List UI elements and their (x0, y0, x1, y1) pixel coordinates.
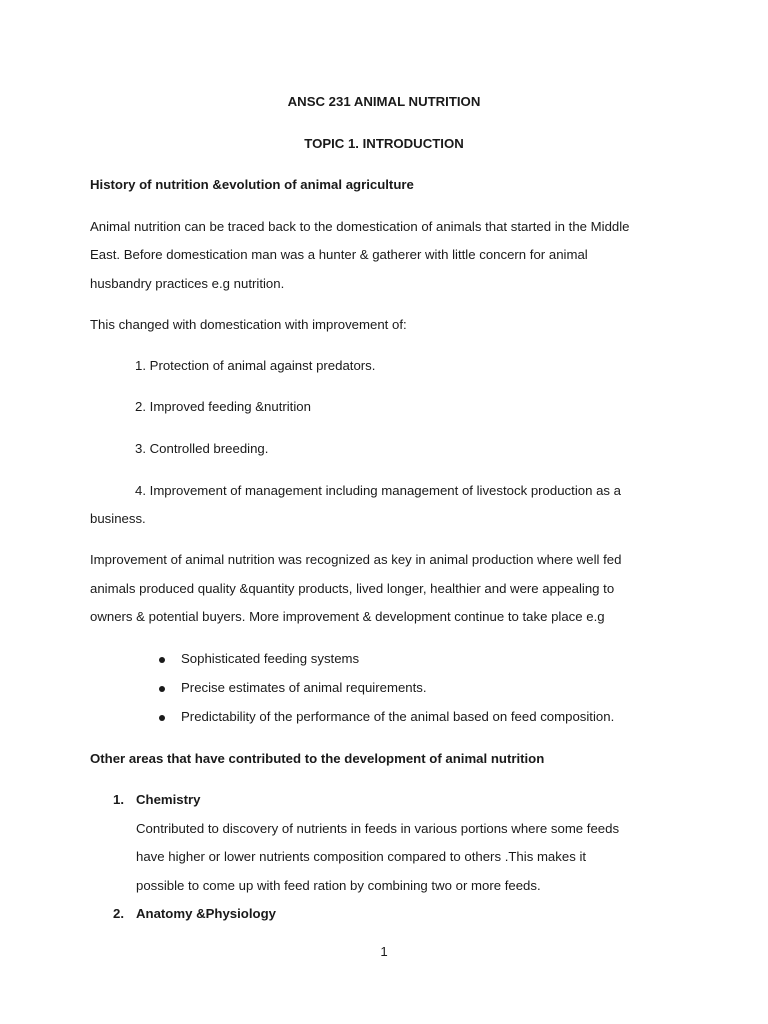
topic-heading: TOPIC 1. INTRODUCTION (304, 136, 464, 151)
bullet-icon (159, 686, 165, 692)
bullet-item: Sophisticated feeding systems (181, 651, 360, 666)
area-number: 2. (113, 906, 124, 921)
paragraph-line: This changed with domestication with improvement of: (90, 317, 407, 332)
paragraph-line: owners & potential buyers. More improvement & development continue to take place e.g (90, 609, 605, 624)
area-title-chemistry: Chemistry (136, 792, 201, 807)
paragraph-line: animals produced quality &quantity products, lived longer, healthier and were appealing to (90, 581, 615, 596)
paragraph-line: Animal nutrition can be traced back to the domestication of animals that started in the Middle (90, 219, 630, 234)
paragraph-line: Improvement of animal nutrition was recognized as key in animal production where well fed (90, 552, 622, 567)
numbered-item: 2. Improved feeding &nutrition (135, 399, 311, 414)
area-text-line: Contributed to discovery of nutrients in feeds in various portions where some feeds (136, 821, 620, 836)
area-number: 1. (113, 792, 124, 807)
page-number: 1 (380, 944, 388, 959)
bullet-icon (159, 715, 165, 721)
paragraph-line: husbandry practices e.g nutrition. (90, 276, 285, 291)
area-title-anatomy: Anatomy &Physiology (136, 906, 276, 921)
document-title: ANSC 231 ANIMAL NUTRITION (287, 94, 481, 109)
bullet-item: Predictability of the performance of the animal based on feed composition. (181, 709, 615, 724)
paragraph-line: East. Before domestication man was a hunter & gatherer with little concern for animal (90, 247, 588, 262)
area-text-line: possible to come up with feed ration by combining two or more feeds. (136, 878, 541, 893)
numbered-item: 3. Controlled breeding. (135, 441, 269, 456)
bullet-item: Precise estimates of animal requirements. (181, 680, 427, 695)
numbered-item-continuation: business. (90, 511, 146, 526)
numbered-item: 4. Improvement of management including management of livestock production as a (135, 483, 622, 498)
bullet-icon (159, 657, 165, 663)
area-text-line: have higher or lower nutrients composition compared to others .This makes it (136, 849, 587, 864)
section-heading-other-areas: Other areas that have contributed to the development of animal nutrition (90, 751, 545, 766)
numbered-item: 1. Protection of animal against predators. (135, 358, 376, 373)
section-heading-history: History of nutrition &evolution of animal agriculture (90, 177, 414, 192)
